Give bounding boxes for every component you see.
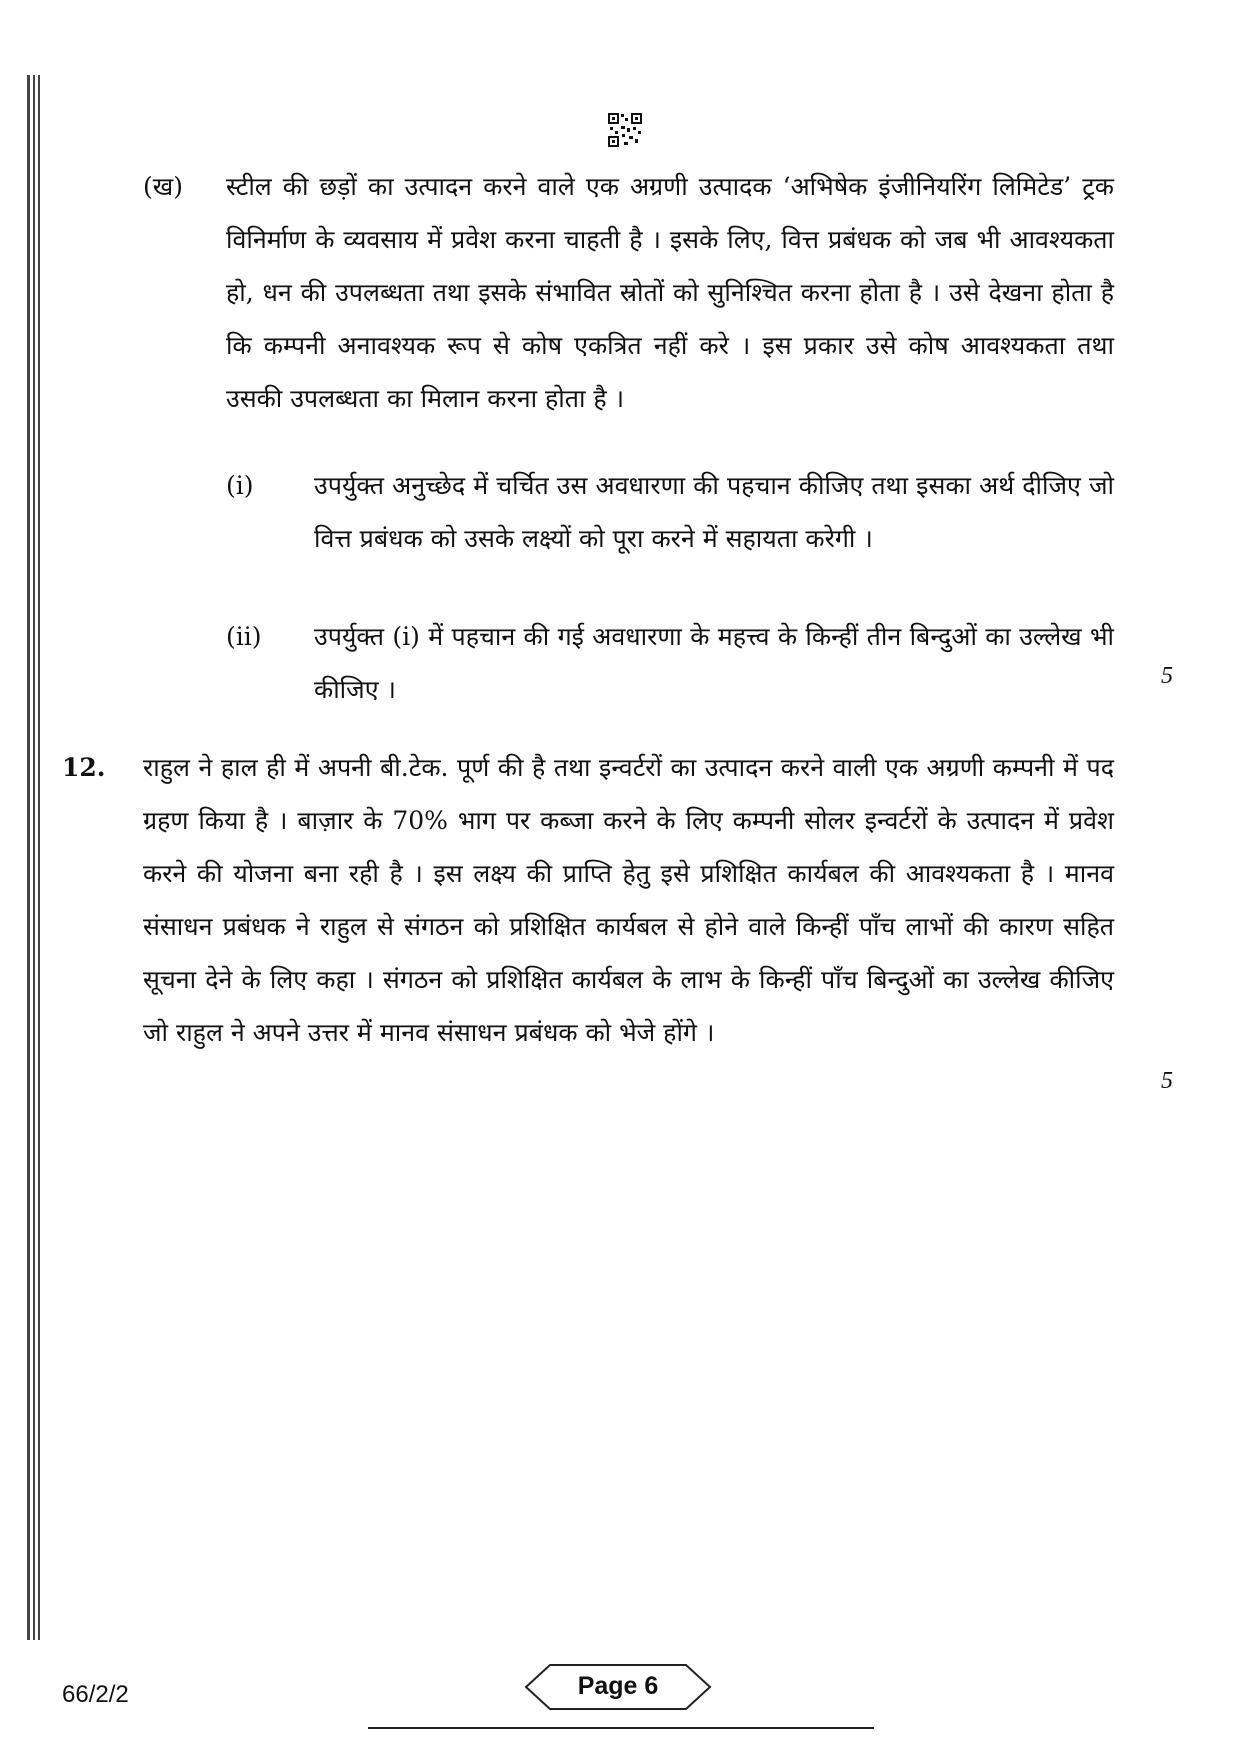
page-number-tag: [524, 1662, 712, 1712]
paper-code: 66/2/2: [62, 1681, 129, 1708]
page-number: Page 6: [577, 1672, 659, 1700]
sub-question-ii-text: उपर्युक्त (i) में पहचान की गई अवधारणा के महत्त्व के किन्हीं तीन बिन्दुओं का उल्लेख भी कीजिए ।: [314, 622, 1114, 704]
footer-line: [368, 1727, 874, 1729]
question-12-text: राहुल ने हाल ही में अपनी बी.टेक. पूर्ण की है तथा इन्वर्टरों का उत्पादन करने वाली एक अग्रणी कम्पनी में पद ग्रहण किया है । बाज़ार के 70% भाग पर कब्जा करने के लिए कम्पनी सोलर इन्वर्टरों के उत्पादन में प्रवेश करने की योजना बना रही है । इस लक्ष्य की प्राप्ति हेतु इसे प्रशिक्षित कार्यबल की आवश्यकता है । मानव संसाधन प्रबंधक ने राहुल से संगठन को प्रशिक्षित कार्यबल से होने वाले किन्हीं पाँच लाभों की कारण सहित सूचना देने के लिए कहा । संगठन को प्रशिक्षित कार्यबल के लाभ के किन्हीं पाँच बिन्दुओं का उल्लेख कीजिए जो राहुल ने अपने उत्तर में मानव संसाधन प्रबंधक को भेजे होंगे ।: [143, 753, 1114, 1047]
qr-code-icon: [607, 112, 643, 148]
left-margin-rules: [27, 75, 43, 1640]
sub-question-ii-label: (ii): [226, 622, 262, 651]
question-11b-text: स्टील की छड़ों का उत्पादन करने वाले एक अग्रणी उत्पादक ‘अभिषेक इंजीनियरिंग लिमिटेड’ ट्रक विनिर्माण के व्यवसाय में प्रवेश करना चाहती है । इसके लिए, वित्त प्रबंधक को जब भी आवश्यकता हो, धन की उपलब्धता तथा इसके संभावित स्रोतों को सुनिश्चित करना होता है । उसे देखना होता है कि कम्पनी अनावश्यक रूप से कोष एकत्रित नहीं करे । इस प्रकार उसे कोष आवश्यकता तथा उसकी उपलब्धता का मिलान करना होता है ।: [226, 172, 1114, 413]
sub-question-i-text: उपर्युक्त अनुच्छेद में चर्चित उस अवधारणा की पहचान कीजिए तथा इसका अर्थ दीजिए जो वित्त प्रबंधक को उसके लक्ष्यों को पूरा करने में सहायता करेगी ।: [314, 471, 1114, 553]
question-11b-label: (ख): [143, 172, 183, 201]
sub-question-i-label: (i): [226, 471, 254, 500]
question-12-number: 12.: [62, 753, 106, 782]
question-12-marks: 5: [1161, 1068, 1173, 1094]
question-11b-marks: 5: [1161, 663, 1173, 689]
